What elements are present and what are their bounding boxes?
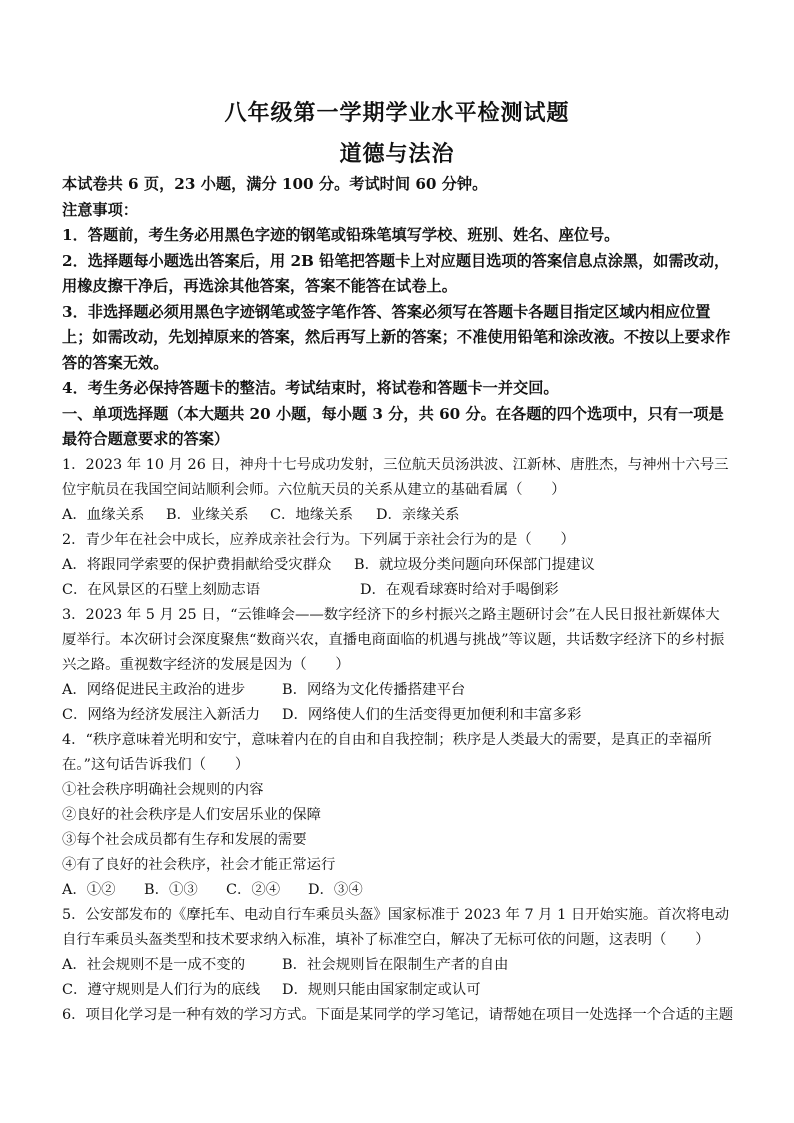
note-item-3: 3．非选择题必须用黑色字迹钢笔或签字笔作答、答案必须写在答题卡各题目指定区域内相应位置上；如需改动，先划掉原来的答案，然后再写上新的答案；不准使用铅笔和涂改液。不按以上要求作答的答案无效。 <box>62 302 731 372</box>
q4-statement-2: ②良好的社会秩序是人们安居乐业的保障 <box>62 806 322 823</box>
q1-option-c: C．地缘关系 <box>270 506 353 523</box>
q2-option-b: B．就垃圾分类问题向环保部门提建议 <box>354 556 595 573</box>
q4-statement-1: ①社会秩序明确社会规则的内容 <box>62 781 264 798</box>
exam-intro: 本试卷共 6 页，23 小题，满分 100 分。考试时间 60 分钟。 <box>62 175 488 193</box>
q4-option-b: B．①③ <box>144 881 198 898</box>
note-item-1: 1．答题前，考生务必用黑色字迹的钢笔或铅珠笔填写学校、班别、姓名、座位号。 <box>62 226 620 244</box>
note-item-2: 2．选择题每小题选出答案后，用 2B 铅笔把答题卡上对应题目选项的答案信息点涂黑，如需改动，用橡皮擦干净后，再选涂其他答案，答案不能答在试卷上。 <box>62 251 730 295</box>
question-2-options-row1 <box>62 553 734 578</box>
q5-option-a: A．社会规则不是一成不变的 <box>62 956 246 973</box>
question-1-options <box>62 503 734 528</box>
note-item-4: 4．考生务必保持答题卡的整洁。考试结束时，将试卷和答题卡一并交回。 <box>62 379 559 397</box>
question-5-options-row2 <box>62 978 734 1003</box>
question-2-stem: 2．青少年在社会中成长，应养成亲社会行为。下列属于亲社会行为的是（ ） <box>62 531 575 548</box>
q3-option-b: B．网络为文化传播搭建平台 <box>282 681 466 698</box>
q2-option-a: A．将跟同学索要的保护费捐献给受灾群众 <box>62 556 332 573</box>
q4-option-c: C．②④ <box>226 881 281 898</box>
q5-option-b: B．社会规则旨在限制生产者的自由 <box>282 956 509 973</box>
question-4-options <box>62 878 734 903</box>
q2-option-c: C．在风景区的石壁上刻励志语 <box>62 581 261 598</box>
q5-option-c: C．遵守规则是人们行为的底线 <box>62 981 261 998</box>
q4-option-a: A．①② <box>62 881 116 898</box>
q4-statement-3: ③每个社会成员都有生存和发展的需要 <box>62 831 307 848</box>
q3-option-d: D．网络使人们的生活变得更加便利和丰富多彩 <box>282 706 582 723</box>
q1-option-b: B．业缘关系 <box>166 506 249 523</box>
section-heading: 一、单项选择题（本大题共 20 小题，每小题 3 分，共 60 分。在各题的四个选项中，只有一项是最符合题意要求的答案） <box>62 404 724 448</box>
question-4-stem: 4．“秩序意味着光明和安宁，意味着内在的自由和自我控制；秩序是人类最大的需要，是真正的幸福所在。”这句话告诉我们（ ） <box>62 731 712 773</box>
question-5-options-row1 <box>62 953 734 978</box>
q2-option-d: D．在观看球赛时给对手喝倒彩 <box>360 581 559 598</box>
q1-option-a: A．血缘关系 <box>62 506 145 523</box>
q5-option-d: D．规则只能由国家制定或认可 <box>282 981 481 998</box>
question-2-options-row2 <box>62 578 734 603</box>
exam-title: 八年级第一学期学业水平检测试题 <box>224 100 570 126</box>
q1-option-d: D．亲缘关系 <box>376 506 460 523</box>
question-3-stem: 3．2023 年 5 月 25 日，“云锥峰会——数字经济下的乡村振兴之路主题研讨会”在人民日报社新媒体大厦举行。本次研讨会深度聚焦“数商兴农，直播电商面临的机遇与挑战”等议题，共话数字经济下的乡村振兴之路。重视数字经济的发展是因为（ ） <box>62 606 725 673</box>
exam-content <box>62 172 734 1028</box>
question-1-stem: 1．2023 年 10 月 26 日，神舟十七号成功发射，三位航天员汤洪波、江新林、唐胜杰，与神州十六号三位宇航员在我国空间站顺利会师。六位航天员的关系从建立的基础看属（ ） <box>62 456 729 498</box>
question-5-stem: 5．公安部发布的《摩托车、电动自行车乘员头盔》国家标准于 2023 年 7 月 1 日开始实施。首次将电动自行车乘员头盔类型和技术要求纳入标准，填补了标准空白，解决了无标可依的问题，这表明（ ） <box>62 906 730 948</box>
notes-heading: 注意事项： <box>62 200 138 219</box>
q4-option-d: D．③④ <box>308 881 363 898</box>
subject-title: 道德与法治 <box>339 141 455 167</box>
question-3-options-row2 <box>62 703 734 728</box>
q3-option-a: A．网络促进民主政治的进步 <box>62 681 246 698</box>
question-3-options-row1 <box>62 678 734 703</box>
q4-statement-4: ④有了良好的社会秩序，社会才能正常运行 <box>62 856 336 873</box>
question-6-stem: 6．项目化学习是一种有效的学习方式。下面是某同学的学习笔记，请帮她在项目一处选择一个合适的主题 <box>62 1006 734 1023</box>
q3-option-c: C．网络为经济发展注入新活力 <box>62 706 261 723</box>
